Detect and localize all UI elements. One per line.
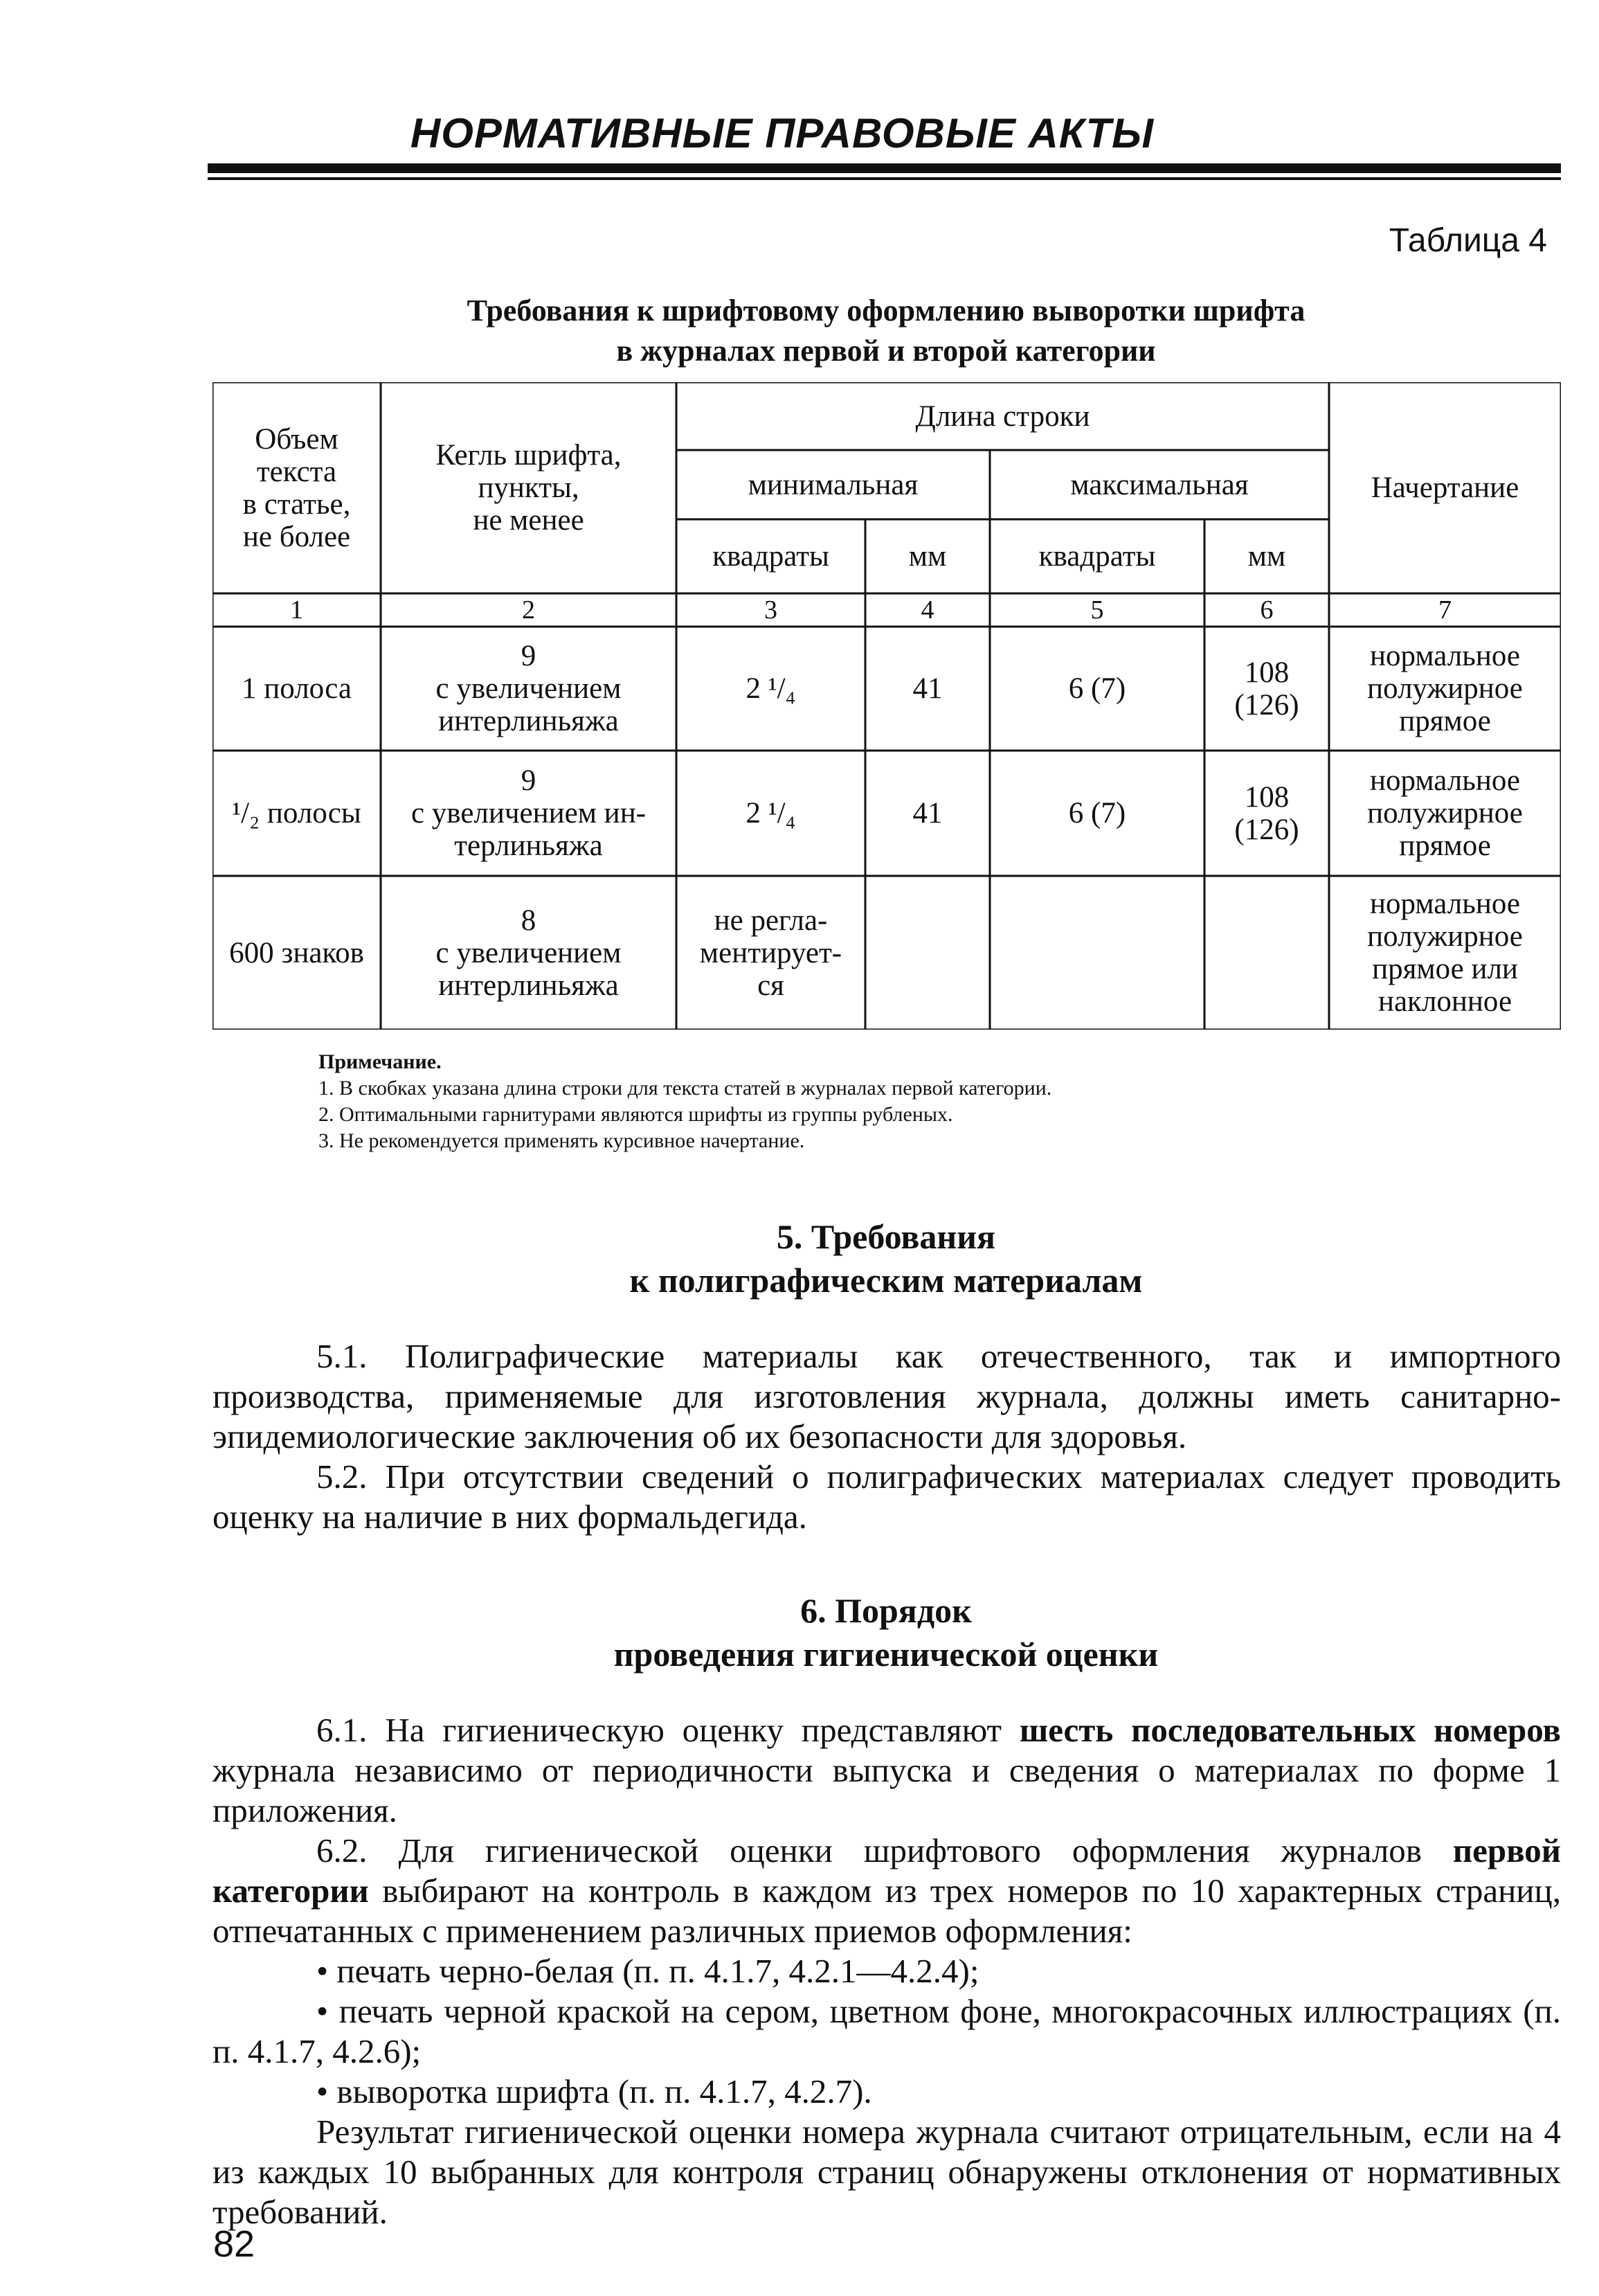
paragraph-text: выбирают на контроль в каждом из трех номеров по 10 характерных страниц, отпечатанных с применением различных приемов оформления: [213,1872,1561,1950]
table-cell-volume: 600 знаков [229,936,364,969]
section6-paragraph-1 [213,1710,1561,1831]
header-volume: Объем текста в статье, не более [242,422,351,553]
bullet-item: • печать черной краской на сером, цветном фоне, многокрасочных иллюстрациях (п. п. 4.1.7, 4.2.6); [213,1992,1561,2070]
table-cell-size: 9 с увеличением интерлиньяжа [435,640,622,737]
bullet-item: • печать черно-белая (п. п. 4.1.7, 4.2.1—4.2.4); [316,1952,979,1990]
table-cell-mm-min: 41 [912,797,943,829]
header-style: Начертание [1371,472,1519,504]
column-number: 3 [764,595,777,625]
section6-paragraph-3: Результат гигиенической оценки номера журнала считают отрицательным, если на 4 из каждых 10 выбранных для контроля страниц обнаружены отклонения от нормативных требований. [213,2113,1561,2231]
table-cell-style: нормальное полужирное прямое [1367,764,1523,862]
note-item: 3. Не рекомендуется применять курсивное начертание. [318,1129,805,1152]
section6-paragraph-2 [213,1831,1561,1951]
table-cell-squares-min: не регла- ментирует- ся [699,904,842,1002]
section5-heading [381,1215,1391,1302]
table-cell-squares-max: 6 (7) [1068,672,1126,705]
header-rule-thick [208,163,1561,173]
table-cell-style: нормальное полужирное прямое или наклонное [1367,888,1523,1018]
header-mm-max: мм [1247,540,1286,573]
table-cell-mm-min [865,876,990,1030]
column-number: 5 [1090,595,1104,625]
notes-title: Примечание. [318,1050,442,1073]
table-cell-mm-min: 41 [912,672,943,705]
table-cell-mm-max: 108 (126) [1234,656,1299,721]
header-maximal: максимальная [1070,468,1249,501]
header-rule-thin [208,177,1561,180]
table-caption-line1: Требования к шрифтовому оформлению выворотки шрифта [467,294,1306,328]
header-mm-min: мм [908,540,947,573]
paragraph-bold-text: первой категории [213,1831,1561,1910]
column-number: 1 [290,595,303,625]
section5-heading-line2: к полиграфическим материалам [629,1261,1143,1300]
table-cell-mm-max [1204,876,1329,1030]
table-cell-squares-max: 6 (7) [1068,797,1126,829]
table-cell-volume: 1 полоса [242,672,352,705]
table-caption-line2: в журналах первой и второй категории [616,334,1156,368]
header-line-length: Длина строки [915,400,1090,433]
section6-heading [381,1589,1391,1676]
section6-heading-line1: 6. Порядок [800,1591,972,1630]
table-label: Таблица 4 [1389,222,1547,259]
paragraph-text: журнала независимо от периодичности выпуска и сведения о материалах по форме 1 приложения. [213,1751,1561,1829]
column-number: 4 [921,595,934,625]
page-number: 82 [213,2223,255,2265]
section5-body [213,1336,1561,1537]
table-cell-squares-min: 2 ¹/₄ [746,672,796,705]
section5-paragraph: 5.2. При отсутствии сведений о полиграфических материалах следует проводить оценку на наличие в них формальдегида. [213,1458,1561,1536]
header-squares-min: квадраты [712,540,829,573]
section5-paragraph: 5.1. Полиграфические материалы как отечественного, так и импортного производства, применяемые для изготовления журнала, должны иметь санитарно-эпидемиологические заключения об их безопасности для здоровья. [213,1337,1561,1455]
note-item: 2. Оптимальными гарнитурами являются шрифты из группы рубленых. [318,1103,953,1126]
paragraph-text: 6.1. На гигиеническую оценку представляют [316,1711,1020,1749]
column-number: 2 [522,595,535,625]
table-cell-size: 9 с увеличением ин- терлиньяжа [410,764,647,862]
section6-body [213,1710,1561,2232]
column-number: 6 [1260,595,1274,625]
paragraph-bold-text: шесть последовательных номеров [1019,1711,1561,1749]
table-notes [318,1049,1564,1154]
table-cell-volume: ¹/₂ полосы [232,797,361,829]
header-squares-max: квадраты [1038,540,1156,573]
table-cell-style: нормальное полужирное прямое [1367,640,1523,737]
header-font-size: Кегль шрифта, пункты, не менее [435,439,622,537]
section-header-title: НОРМАТИВНЫЕ ПРАВОВЫЕ АКТЫ [410,110,1155,156]
table-cell-size: 8 с увеличением интерлиньяжа [435,904,622,1002]
section5-heading-line1: 5. Требования [776,1217,996,1256]
table-caption [381,291,1391,371]
table-cell-mm-max: 108 (126) [1234,780,1299,846]
table-cell-squares-max [990,876,1204,1030]
note-item: 1. В скобках указана длина строки для текста статей в журналах первой категории. [318,1077,1052,1100]
section6-heading-line2: проведения гигиенической оценки [613,1635,1159,1674]
paragraph-text: 6.2. Для гигиенической оценки шрифтового оформления журналов [316,1831,1453,1869]
header-minimal: минимальная [748,468,919,501]
column-number: 7 [1438,595,1452,625]
bullet-item: • выворотка шрифта (п. п. 4.1.7, 4.2.7). [316,2072,872,2110]
table-cell-squares-min: 2 ¹/₄ [746,797,796,829]
